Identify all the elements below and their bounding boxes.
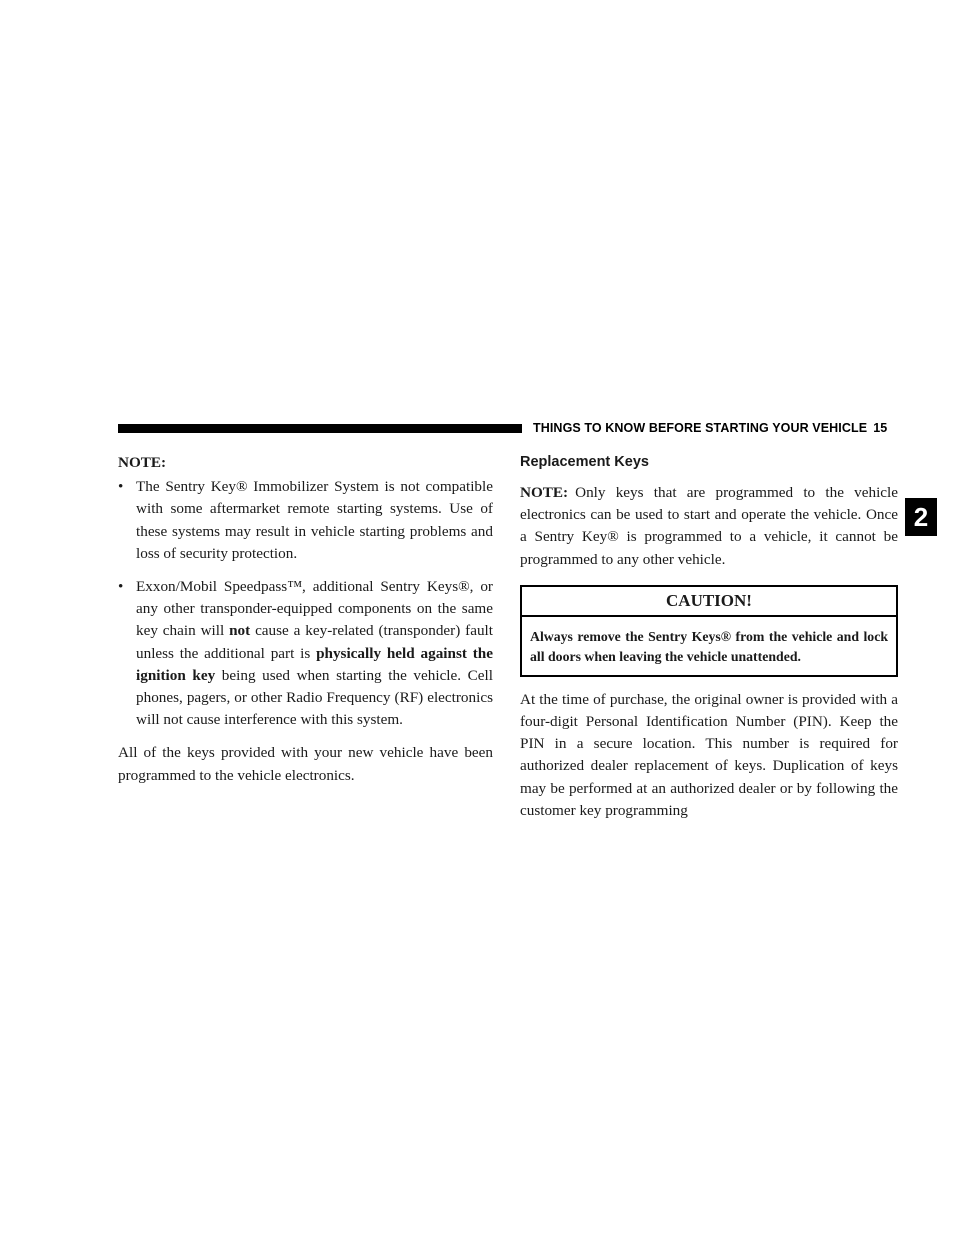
note-text: Only keys that are programmed to the vehicle electronics can be used to start and operate the vehicle. Once a Sentry Key® is programmed to a vehicle, it cannot be programmed to any other vehicle. [520, 484, 898, 568]
bullet-text-3: being used when starting the vehicle. Cell phones, pagers, or other Radio Frequency (RF) electronics will not cause interference with this system. [136, 666, 493, 729]
bullet-text: The Sentry Key® Immobilizer System is not compatible with some aftermarket remote starting systems. Use of these systems may result in vehicle starting problems and loss of security protection. [136, 478, 493, 562]
pin-paragraph: At the time of purchase, the original owner is provided with a four-digit Personal Identification Number (PIN). Keep the PIN in a secure location. This number is required for authorized dealer replacement of keys. Duplication of keys may be performed at an authorized dealer or by following the customer key programming [520, 690, 898, 819]
bullet-text-1: Exxon/Mobil Speedpass™, additional Sentry Keys®, or any other transponder-equipped components on the same key chain will [136, 578, 493, 640]
note-label: NOTE: [118, 454, 167, 471]
running-head-title: THINGS TO KNOW BEFORE STARTING YOUR VEHICLE [533, 421, 868, 435]
note-paragraph [520, 482, 898, 571]
bullet-bold-not: not [229, 622, 251, 640]
caution-box [520, 585, 898, 677]
note-label: NOTE: [520, 484, 569, 501]
bullet-text-2: cause a key-related (transponder) fault unless the additional part is [136, 622, 493, 662]
note-list [118, 476, 493, 731]
page-number: 15 [873, 421, 888, 435]
bullet-icon: • [118, 478, 124, 496]
list-item [118, 576, 493, 731]
caution-text: Always remove the Sentry Keys® from the vehicle and lock all doors when leaving the vehicle unattended. [530, 628, 888, 664]
running-head [533, 419, 903, 437]
header-rule [118, 424, 522, 433]
left-column [118, 452, 493, 787]
chapter-tab: 2 [905, 498, 937, 536]
caution-title: CAUTION! [522, 587, 896, 617]
section-heading: Replacement Keys [520, 454, 649, 470]
list-item [118, 476, 493, 565]
keys-paragraph: All of the keys provided with your new vehicle have been programmed to the vehicle electronics. [118, 744, 493, 784]
right-column [520, 452, 898, 822]
bullet-icon: • [118, 578, 124, 596]
bullet-bold-physically: physically held against the ignition key [136, 644, 493, 684]
